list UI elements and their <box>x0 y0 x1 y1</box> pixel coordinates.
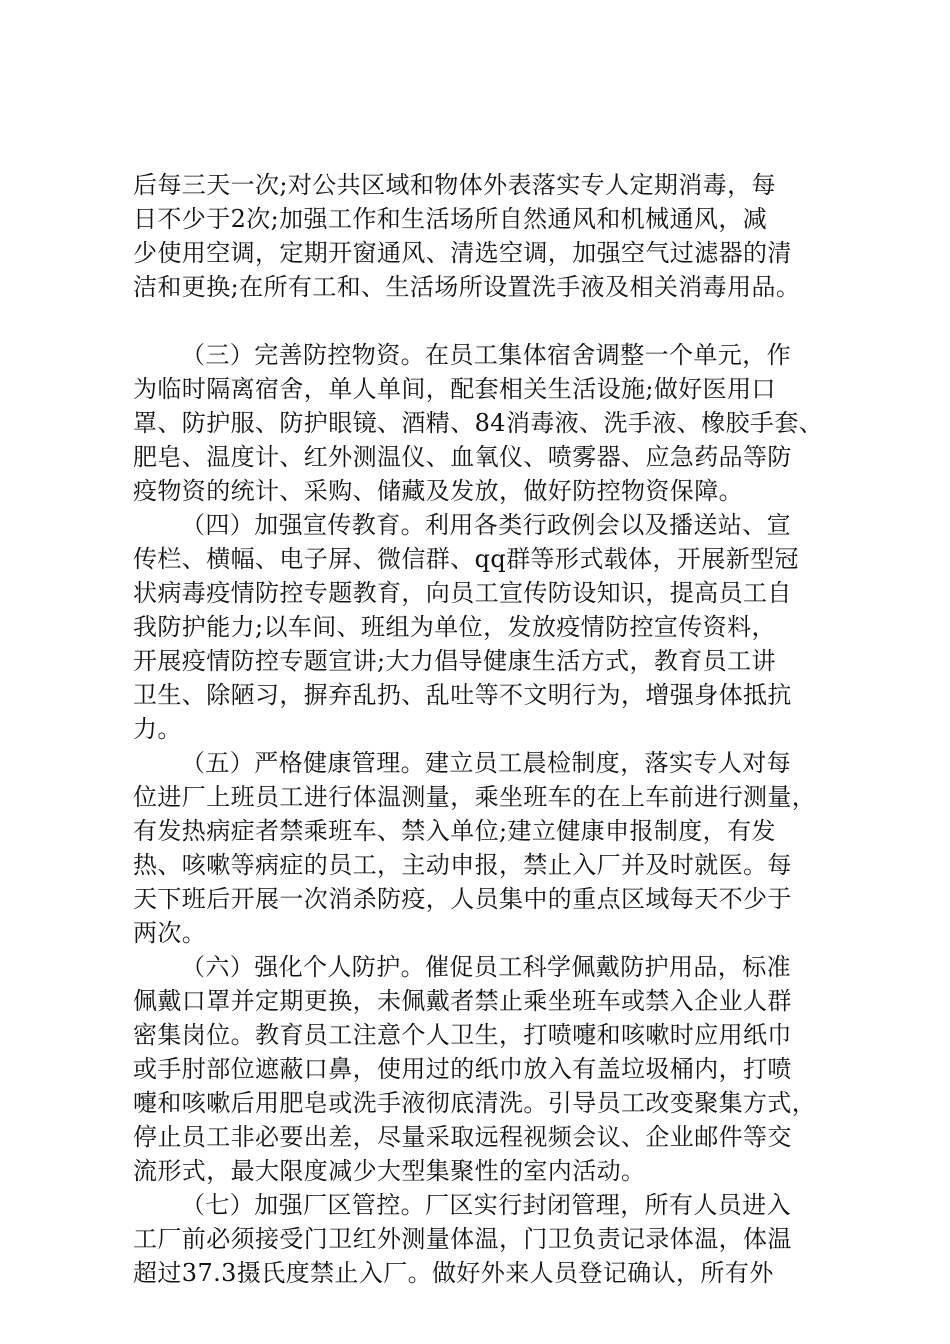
paragraph-factory-control <box>133 1188 845 1290</box>
text-line: 开展疫情防控专题宣讲;大力倡导健康生活方式，教育员工讲 <box>133 647 776 675</box>
text-line: 少使用空调，定期开窗通风、清选空调，加强空气过滤器的清 <box>133 239 792 267</box>
text-line: （三）完善防控物资。在员工集体宿舍调整一个单元，作 <box>181 341 791 369</box>
text-line: 佩戴口罩并定期更换，未佩戴者禁止乘坐班车或禁入企业人群 <box>133 987 792 1015</box>
paragraph-gap <box>133 304 845 338</box>
text-line: 肥皂、温度计、红外测温仪、血氧仪、喷雾器、应急药品等防 <box>133 443 792 471</box>
paragraph-personal-protection <box>133 950 845 1188</box>
text-line: 超过37.3摄氏度禁止入厂。做好外来人员登记确认，所有外 <box>133 1259 774 1287</box>
text-line: （六）强化个人防护。催促员工科学佩戴防护用品，标准 <box>181 953 791 981</box>
text-line: 嚏和咳嗽后用肥皂或洗手液彻底清洗。引导员工改变聚集方式， <box>133 1089 817 1117</box>
paragraph-health-management <box>133 746 845 950</box>
text-line: 工厂前必须接受门卫红外测量体温，门卫负责记录体温，体温 <box>133 1225 792 1253</box>
text-line: 位进厂上班员工进行体温测量，乘坐班车的在上车前进行测量， <box>133 783 817 811</box>
text-line: 为临时隔离宿舍，单人单间，配套相关生活设施;做好医用口 <box>133 375 776 403</box>
text-line: 疫物资的统计、采购、储藏及发放，做好防控物资保障。 <box>133 477 743 505</box>
text-line: 热、咳嗽等病症的员工，主动申报，禁止入厂并及时就医。每 <box>133 851 792 879</box>
text-line: （四）加强宣传教育。利用各类行政例会以及播送站、宣 <box>181 511 791 539</box>
text-line: （七）加强厂区管控。厂区实行封闭管理，所有人员进入 <box>181 1191 791 1219</box>
paragraph-publicity <box>133 508 845 746</box>
text-line: 力。 <box>133 715 182 743</box>
text-line: 天下班后开展一次消杀防疫，人员集中的重点区域每天不少于 <box>133 885 792 913</box>
text-line: 洁和更换;在所有工和、生活场所设置洗手液及相关消毒用品。 <box>133 273 801 301</box>
paragraph-supplies <box>133 338 845 508</box>
text-line: 两次。 <box>133 919 207 947</box>
text-line: 日不少于2次;加强工作和生活场所自然通风和机械通风，减 <box>133 205 768 233</box>
text-line: 或手肘部位遮蔽口鼻，使用过的纸巾放入有盖垃圾桶内，打喷 <box>133 1055 792 1083</box>
text-line: （五）严格健康管理。建立员工晨检制度，落实专人对每 <box>181 749 791 777</box>
text-line: 密集岗位。教育员工注意个人卫生，打喷嚏和咳嗽时应用纸巾 <box>133 1021 792 1049</box>
document-body <box>133 168 845 1290</box>
text-line: 我防护能力;以车间、班组为单位，发放疫情防控宣传资料， <box>133 613 776 641</box>
paragraph-disinfection <box>133 168 845 304</box>
text-line: 传栏、横幅、电子屏、微信群、qq群等形式载体，开展新型冠 <box>133 545 799 573</box>
text-line: 后每三天一次;对公共区域和物体外表落实专人定期消毒，每 <box>133 171 776 199</box>
text-line: 罩、防护服、防护眼镜、酒精、84消毒液、洗手液、橡胶手套、 <box>133 409 824 437</box>
text-line: 状病毒疫情防控专题教育，向员工宣传防设知识，提高员工自 <box>133 579 792 607</box>
text-line: 流形式，最大限度减少大型集聚性的室内活动。 <box>133 1157 646 1185</box>
text-line: 卫生、除陋习，摒弃乱扔、乱吐等不文明行为，增强身体抵抗 <box>133 681 792 709</box>
text-line: 停止员工非必要出差，尽量采取远程视频会议、企业邮件等交 <box>133 1123 792 1151</box>
text-line: 有发热病症者禁乘班车、禁入单位;建立健康申报制度，有发 <box>133 817 776 845</box>
